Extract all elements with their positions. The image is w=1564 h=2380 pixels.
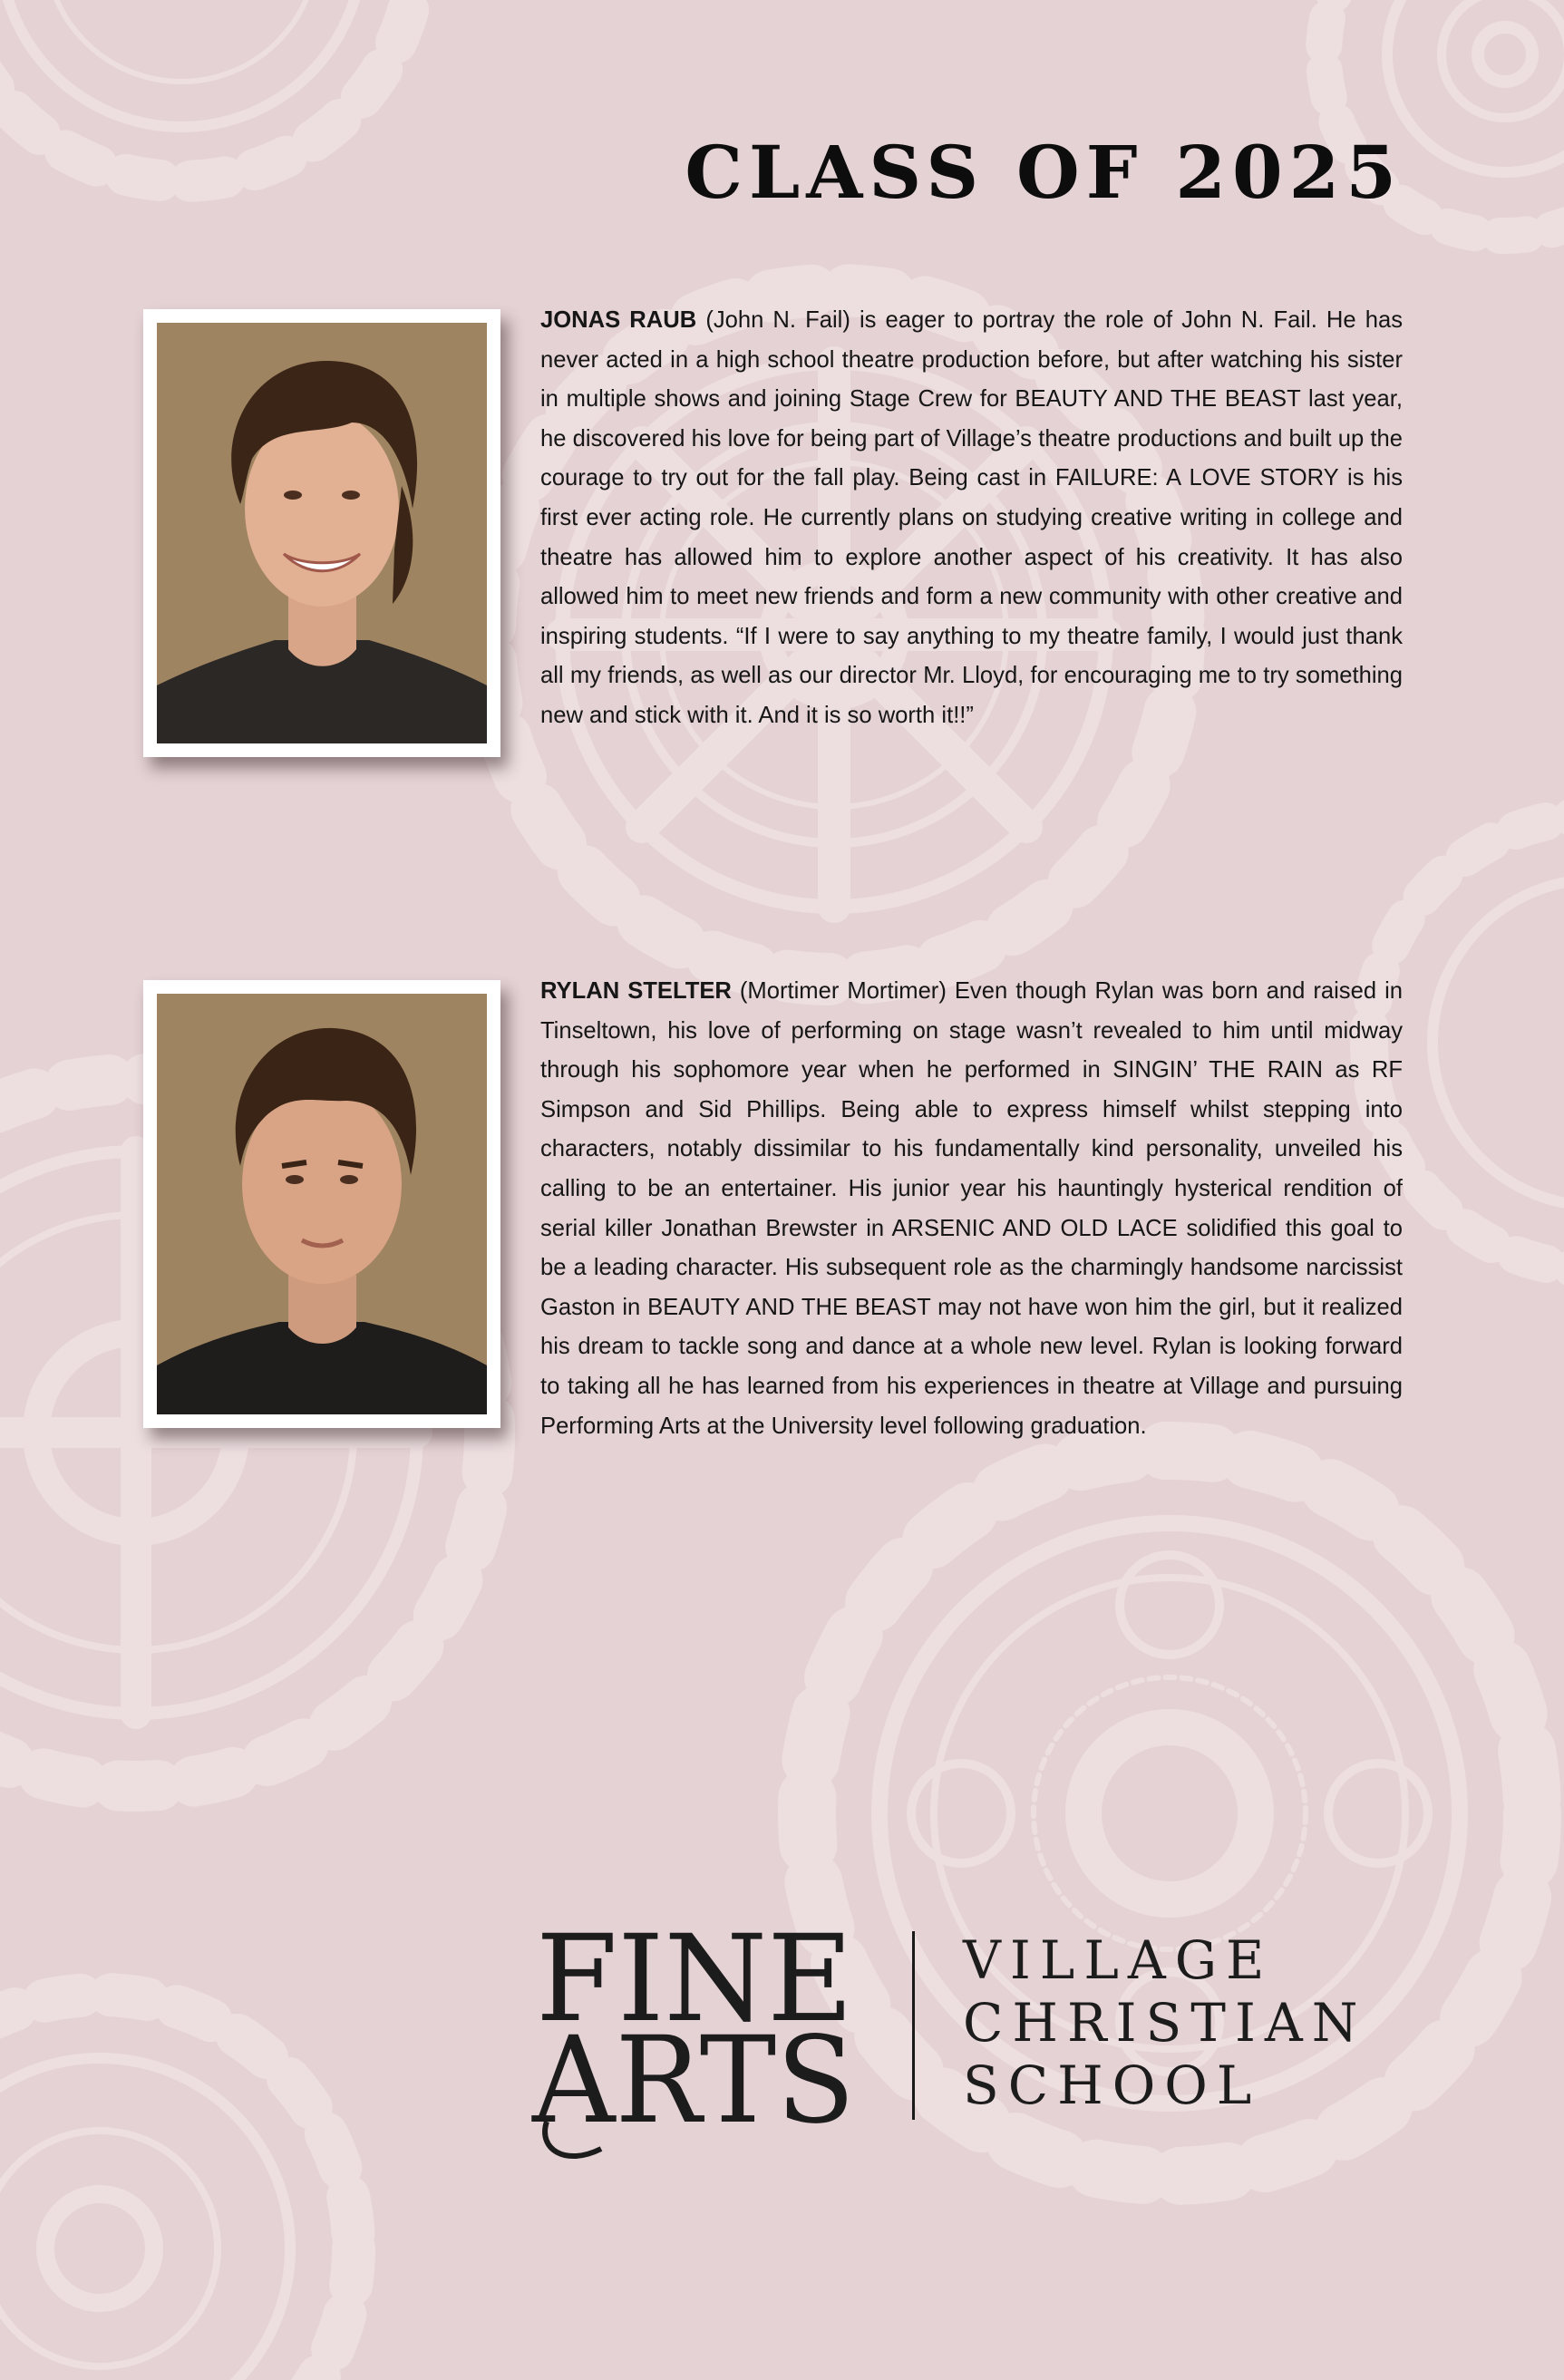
profile-text-1: (John N. Fail) is eager to portray the role of John N. Fail. He has never acted in a high school theatre production before, but after watching his sister in multiple shows and joining Stage Crew for BEAUTY AND THE BEAST last year, he discovered his love for being part of Village’s theatre productions and built up the courage to try out for the fall play. Being cast in FAILURE: A LOVE STORY is his first ever acting role. He currently plans on studying creative writing in college and theatre has allowed him to explore another aspect of his creativity. It has also allowed him to meet new friends and form a new community with other creative and inspiring students. “If I were to say anything to my theatre family, I would just thank all my friends, as well as our director Mr. Lloyd, for encouraging me to try something new and stick with it. And it is so worth it!!” bbox=[540, 307, 1403, 728]
logo-arts-text: ARTS bbox=[531, 2011, 855, 2151]
profile-name-1: JONAS RAUB bbox=[540, 307, 697, 333]
profile-text-2: (Mortimer Mortimer) Even though Rylan was born and raised in Tinseltown, his love of performing on stage wasn’t revealed to him until midway through his sophomore year when he performed in SINGIN’ THE RAIN as RF Simpson and Sid Phillips. Being able to express himself whilst stepping into characters, notably dissimilar to his fundamentally kind personality, unveiled his calling to be an entertainer. His junior year his hauntingly hysterical rendition of serial killer Jonathan Brewster in ARSENIC AND OLD LACE solidified this goal to be a leading character. His subsequent role as the charmingly handsome narcissist Gaston in BEAUTY AND THE BEAST may not have won him the girl, but it realized his dream to tackle song and dance at a whole new level. Rylan is looking forward to taking all he has learned from his experiences in theatre at Village and pursuing Performing Arts at the University level following graduation. bbox=[540, 978, 1403, 1439]
school-name-line-3: SCHOOL bbox=[963, 2055, 1261, 2116]
profile-name-2: RYLAN STELTER bbox=[540, 978, 732, 1004]
school-name-line-2: CHRISTIAN bbox=[963, 1992, 1367, 2054]
portrait-frame-1 bbox=[143, 309, 500, 757]
fine-arts-logo bbox=[529, 1904, 864, 2167]
school-name-line-1: VILLAGE bbox=[963, 1929, 1274, 1991]
portrait-photo-2 bbox=[157, 994, 487, 1414]
school-name bbox=[963, 1929, 1367, 2117]
profile-bio-1 bbox=[540, 301, 1403, 736]
profile-bio-2 bbox=[540, 972, 1403, 1446]
portrait-photo-1 bbox=[157, 323, 487, 743]
logo-divider bbox=[912, 1931, 915, 2120]
logo-fine-text: FINE bbox=[536, 1909, 853, 2049]
portrait-frame-2 bbox=[143, 980, 500, 1428]
page-title: CLASS OF 2025 bbox=[685, 130, 1403, 215]
